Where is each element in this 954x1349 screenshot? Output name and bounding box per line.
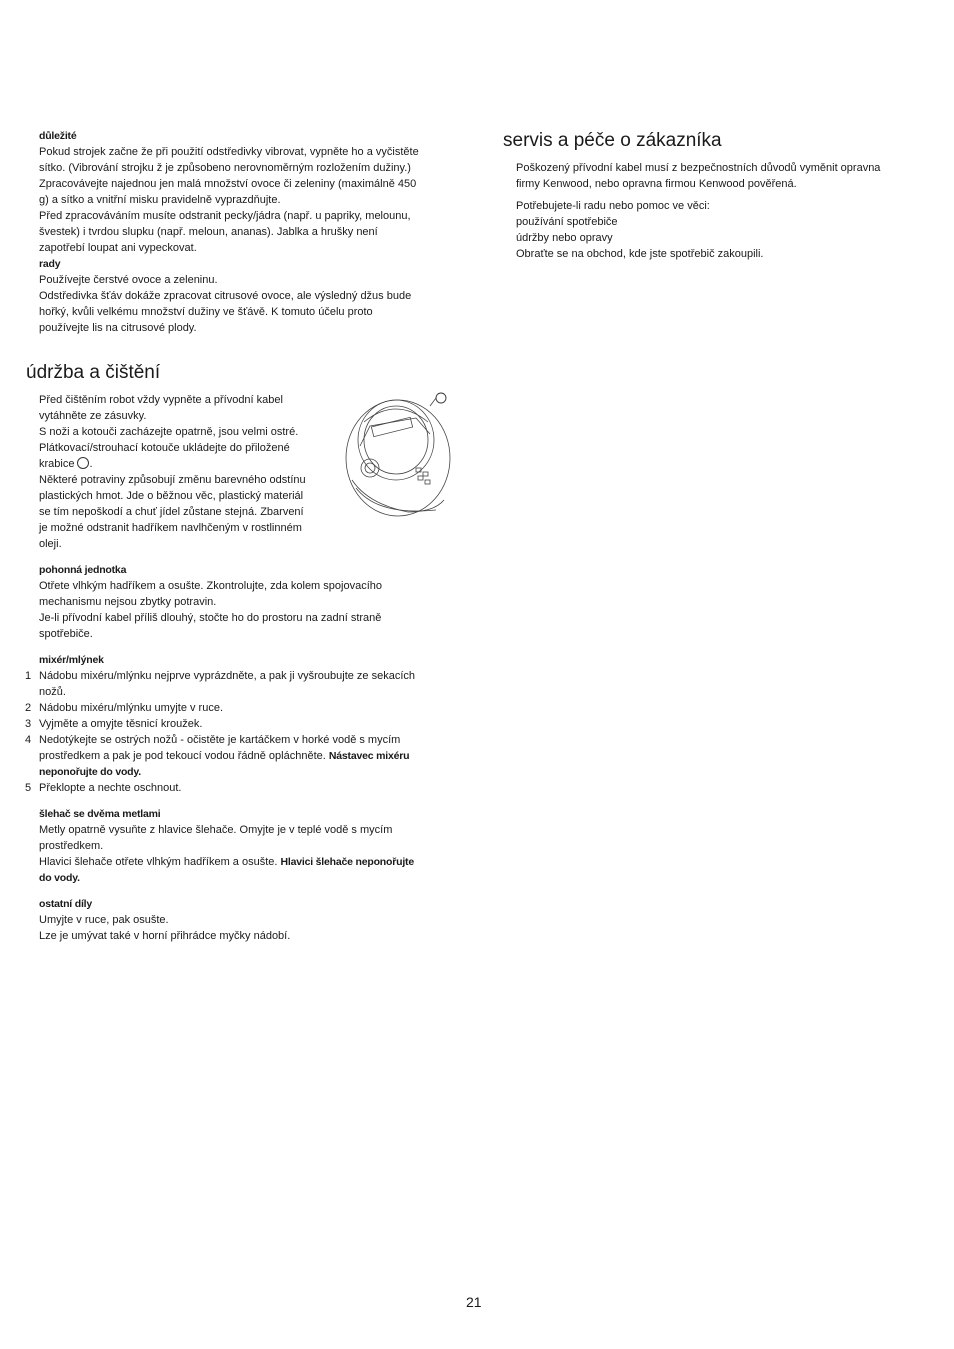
service-heading: servis a péče o zákazníka bbox=[503, 130, 722, 151]
whisk-label: šlehač se dvěma metlami bbox=[39, 808, 161, 820]
service-line: firmy Kenwood, nebo opravna firmou Kenwood pověřená. bbox=[516, 178, 797, 190]
stain-line: oleji. bbox=[39, 538, 62, 550]
power-unit-label: pohonná jednotka bbox=[39, 564, 127, 576]
warning-text: neponořujte do vody. bbox=[39, 766, 141, 778]
stain-line: je možné odstranit hadříkem navlhčeným v rostlinném bbox=[39, 522, 302, 534]
power-unit-line: Otřete vlhkým hadříkem a osušte. Zkontrolujte, zda kolem spojovacího bbox=[39, 580, 382, 592]
maintenance-heading: údržba a čištění bbox=[26, 362, 161, 383]
callout-circle-icon bbox=[436, 393, 446, 403]
blender-steps bbox=[25, 668, 455, 796]
power-unit-line: mechanismu nejsou zbytky potravin. bbox=[39, 596, 217, 608]
whisk-line bbox=[39, 870, 455, 886]
list-item bbox=[25, 700, 455, 716]
maint-line: Plátkovací/strouhací kotouče ukládejte do přiložené bbox=[39, 442, 290, 454]
step-line bbox=[39, 764, 455, 780]
step-line: Nádobu mixéru/mlýnku nejprve vyprázdněte, a pak ji vyšroubujte ze sekacích bbox=[39, 670, 416, 682]
step-line: Překlopte a nechte oschnout. bbox=[39, 782, 182, 794]
tips-line: používejte lis na citrusové plody. bbox=[39, 322, 197, 334]
help-line: Potřebujete-li radu nebo pomoc ve věci: bbox=[516, 200, 710, 212]
warning-text: do vody. bbox=[39, 872, 80, 884]
list-item bbox=[25, 732, 455, 780]
blender-label: mixér/mlýnek bbox=[39, 654, 104, 666]
step-number: 5 bbox=[25, 782, 32, 794]
step-number: 4 bbox=[25, 734, 32, 746]
maint-line: vytáhněte ze zásuvky. bbox=[39, 410, 147, 422]
whisk-line: Metly opatrně vysuňte z hlavice šlehače. Omyjte je v teplé vodě s mycím bbox=[39, 824, 393, 836]
power-unit-line: spotřebiče. bbox=[39, 628, 93, 640]
whisk-text: Hlavici šlehače otřete vlhkým hadříkem a osušte. bbox=[39, 856, 278, 868]
important-label: důležité bbox=[39, 130, 77, 142]
help-line: údržby nebo opravy bbox=[516, 232, 613, 244]
tips-line: Používejte čerstvé ovoce a zeleninu. bbox=[39, 274, 218, 286]
help-line: Obraťte se na obchod, kde jste spotřebič zakoupili. bbox=[516, 248, 764, 260]
important-line: Před zpracováváním musíte odstranit pecky/jádra (např. u papriky, melounu, bbox=[39, 210, 411, 222]
step-line: Vyjměte a omyjte těsnicí kroužek. bbox=[39, 718, 203, 730]
important-line: švestek) i tvrdou slupku (např. meloun, ananas). Jablka a hrušky není bbox=[39, 226, 378, 238]
step-line: Nedotýkejte se ostrých nožů - očistěte je kartáčkem v horké vodě s mycím bbox=[39, 734, 401, 746]
tips-line: Odstředivka šťáv dokáže zpracovat citrusové ovoce, ale výsledný džus bude bbox=[39, 290, 412, 302]
maint-line: S noži a kotouči zacházejte opatrně, jsou velmi ostré. bbox=[39, 426, 299, 438]
step-number: 1 bbox=[25, 670, 32, 682]
step-line: nožů. bbox=[39, 686, 66, 698]
maint-line: Před čištěním robot vždy vypněte a přívodní kabel bbox=[39, 394, 283, 406]
storage-box-illustration bbox=[338, 388, 456, 524]
service-line: Poškozený přívodní kabel musí z bezpečnostních důvodů vyměnit opravna bbox=[516, 162, 881, 174]
important-line: Zpracovávejte najednou jen malá množství ovoce či zeleniny (maximálně 450 bbox=[39, 178, 417, 190]
step-number: 2 bbox=[25, 702, 32, 714]
important-line: Pokud strojek začne že při použití odstředivky vibrovat, vypněte ho a vyčistěte bbox=[39, 146, 419, 158]
help-line: používání spotřebiče bbox=[516, 216, 618, 228]
power-unit-line: Je-li přívodní kabel příliš dlouhý, stočte ho do prostoru na zadní straně bbox=[39, 612, 382, 624]
list-item bbox=[25, 780, 455, 796]
list-item bbox=[25, 716, 455, 732]
callout-circle-icon bbox=[77, 457, 89, 469]
other-line: Umyjte v ruce, pak osušte. bbox=[39, 914, 169, 926]
list-item bbox=[25, 668, 455, 700]
left-column bbox=[39, 128, 455, 336]
stain-line: se tím nepoškodí a chuť jídel zůstane stejná. Zbarvení bbox=[39, 506, 304, 518]
important-line: sítko. (Vibrování strojku ž je způsobeno nerovnoměrným rozložením dužiny.) bbox=[39, 162, 411, 174]
whisk-line bbox=[39, 854, 455, 870]
step-number: 3 bbox=[25, 718, 32, 730]
maintenance-intro bbox=[39, 392, 331, 552]
maint-line-with-ref bbox=[39, 456, 331, 472]
warning-text: Nástavec mixéru bbox=[328, 750, 410, 762]
stain-line: Některé potraviny způsobují změnu barevného odstínu bbox=[39, 474, 306, 486]
tips-label: rady bbox=[39, 258, 61, 270]
step-line: Nádobu mixéru/mlýnku umyjte v ruce. bbox=[39, 702, 224, 714]
maint-line: krabice bbox=[39, 458, 75, 470]
stain-line: plastických hmot. Jde o běžnou věc, plastický materiál bbox=[39, 490, 304, 502]
tips-line: hořký, kvůli velkému množství dužiny ve šťávě. K tomuto účelu proto bbox=[39, 306, 373, 318]
step-line bbox=[39, 748, 455, 764]
step-text: prostředkem a pak je pod tekoucí vodou řádně opláchněte. bbox=[39, 750, 326, 762]
page-number: 21 bbox=[466, 1294, 482, 1310]
right-column bbox=[516, 160, 916, 262]
other-parts-label: ostatní díly bbox=[39, 898, 93, 910]
important-line: zapotřebí loupat ani vypeckovat. bbox=[39, 242, 197, 254]
maint-punct: . bbox=[89, 458, 93, 470]
warning-text: Hlavici šlehače neponořujte bbox=[280, 856, 414, 868]
whisk-line: prostředkem. bbox=[39, 840, 104, 852]
important-line: g) a sítko a vnitřní misku pravidelně vyprazdňujte. bbox=[39, 194, 281, 206]
other-line: Lze je umývat také v horní přihrádce myčky nádobí. bbox=[39, 930, 291, 942]
